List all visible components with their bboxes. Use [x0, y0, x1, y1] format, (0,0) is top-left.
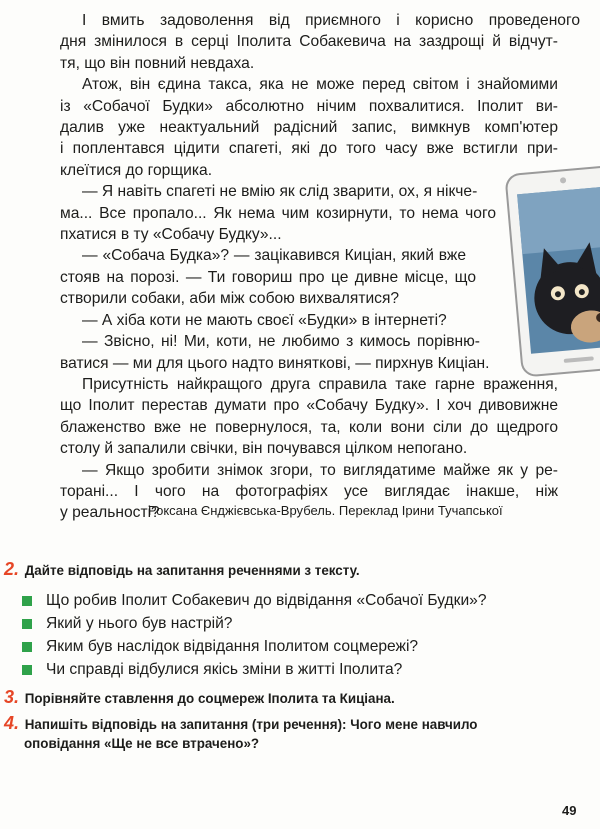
text-line: Присутність найкращого друга справила таке гарне враження, — [82, 375, 558, 393]
paragraph-2 — [60, 74, 580, 181]
question-list — [22, 589, 487, 681]
question-text: Чи справді відбулися якісь зміни в житті Іполита? — [46, 661, 403, 678]
question-text: Що робив Іполит Собакевич до відвідання «Собачої Будки»? — [46, 592, 487, 609]
text-line: торані... І чого на фотографіях усе виглядає інакше, ніж — [60, 482, 558, 500]
text-line: блаженство вже не повернулося, та, коли вони сіли до щедрого — [60, 418, 558, 436]
paragraph-3 — [60, 181, 580, 245]
paragraph-5 — [60, 310, 580, 331]
bullet-icon — [22, 642, 32, 652]
text-line: столу й запалили свічки, він почувався цілком непогано. — [60, 440, 468, 458]
task-4 — [4, 714, 477, 753]
bullet-icon — [22, 619, 32, 629]
text-line: — Звісно, ні! Ми, коти, не любимо з кимось порівню- — [82, 333, 480, 351]
bullet-icon — [22, 596, 32, 606]
list-item — [22, 612, 487, 635]
task-number: 3. — [4, 687, 20, 707]
text-line: — Якщо зробити знімок згори, то виглядатиме майже як у ре- — [82, 461, 558, 479]
question-text: Який у нього був настрій? — [46, 615, 233, 632]
text-line: клеїтися до горщика. — [60, 161, 213, 179]
text-line: що Іполит перестав думати про «Собачу Будку». І хоч дивовижне — [60, 397, 558, 415]
task-number: 2. — [4, 559, 20, 579]
text-line: Атож, він єдина такса, яка не може перед світом і знайомими — [82, 76, 558, 94]
text-line: далив уже неактуальний радісний запис, вимкнув комп'ютер — [60, 119, 558, 137]
text-line: у реальності? — [60, 504, 160, 522]
list-item — [22, 658, 487, 681]
story-text — [60, 10, 580, 524]
text-line: — Я навіть спагеті не вмію як слід зварити, ох, я нікче- — [82, 183, 478, 201]
task-text-continuation: оповідання «Ще не все втрачено»? — [24, 736, 260, 751]
text-line: створили собаки, аби між собою вихвалятися? — [60, 290, 400, 308]
list-item — [22, 589, 487, 612]
attribution: Роксана Єнджієвська-Врубель. Переклад Ірини Тучапської — [148, 503, 503, 518]
text-line: — «Собача Будка»? — зацікавився Киціан, який вже — [82, 247, 466, 265]
text-line: тя, що він повний невдаха. — [60, 54, 255, 72]
paragraph-4 — [60, 245, 580, 309]
task-3 — [4, 688, 395, 708]
paragraph-6 — [60, 331, 580, 374]
text-line: ма... Все пропало... Як нема чим козирнути, то нема чого — [60, 204, 496, 222]
paragraph-1 — [60, 10, 580, 74]
text-line: із «Собачої Будки» абсолютно нічим похвалитися. Іполит ви- — [60, 97, 558, 115]
task-2 — [4, 560, 360, 580]
task-text: Порівняйте ставлення до соцмереж Іполита та Киціана. — [24, 691, 395, 706]
page-number: 49 — [562, 803, 577, 818]
phone-illustration — [503, 163, 600, 379]
text-line: стояв на порозі. — Ти говориш про це дивне місце, що — [60, 268, 476, 286]
text-line: і поплентався цідити спагеті, які до того часу вже встигли при- — [60, 140, 558, 158]
text-line: пхатися в ту «Собачу Будку»... — [60, 226, 282, 244]
task-number: 4. — [4, 713, 20, 733]
task-text: Напишіть відповідь на запитання (три речення): Чого мене навчило — [24, 717, 478, 732]
list-item — [22, 635, 487, 658]
task-text: Дайте відповідь на запитання реченнями з тексту. — [24, 563, 360, 578]
text-line: — А хіба коти не мають своєї «Будки» в інтернеті? — [82, 311, 447, 329]
text-line: І вмить задоволення від приємного і корисно проведеного — [82, 12, 580, 29]
text-line: ватися — ми для цього надто виняткові, — пирхнув Киціан. — [60, 354, 490, 372]
bullet-icon — [22, 665, 32, 675]
text-line: дня змінилося в серці Іполита Собакевича на заздрощі й відчут- — [60, 33, 558, 51]
paragraph-7 — [60, 374, 580, 460]
question-text: Яким був наслідок відвідання Іполитом соцмережі? — [46, 638, 419, 655]
